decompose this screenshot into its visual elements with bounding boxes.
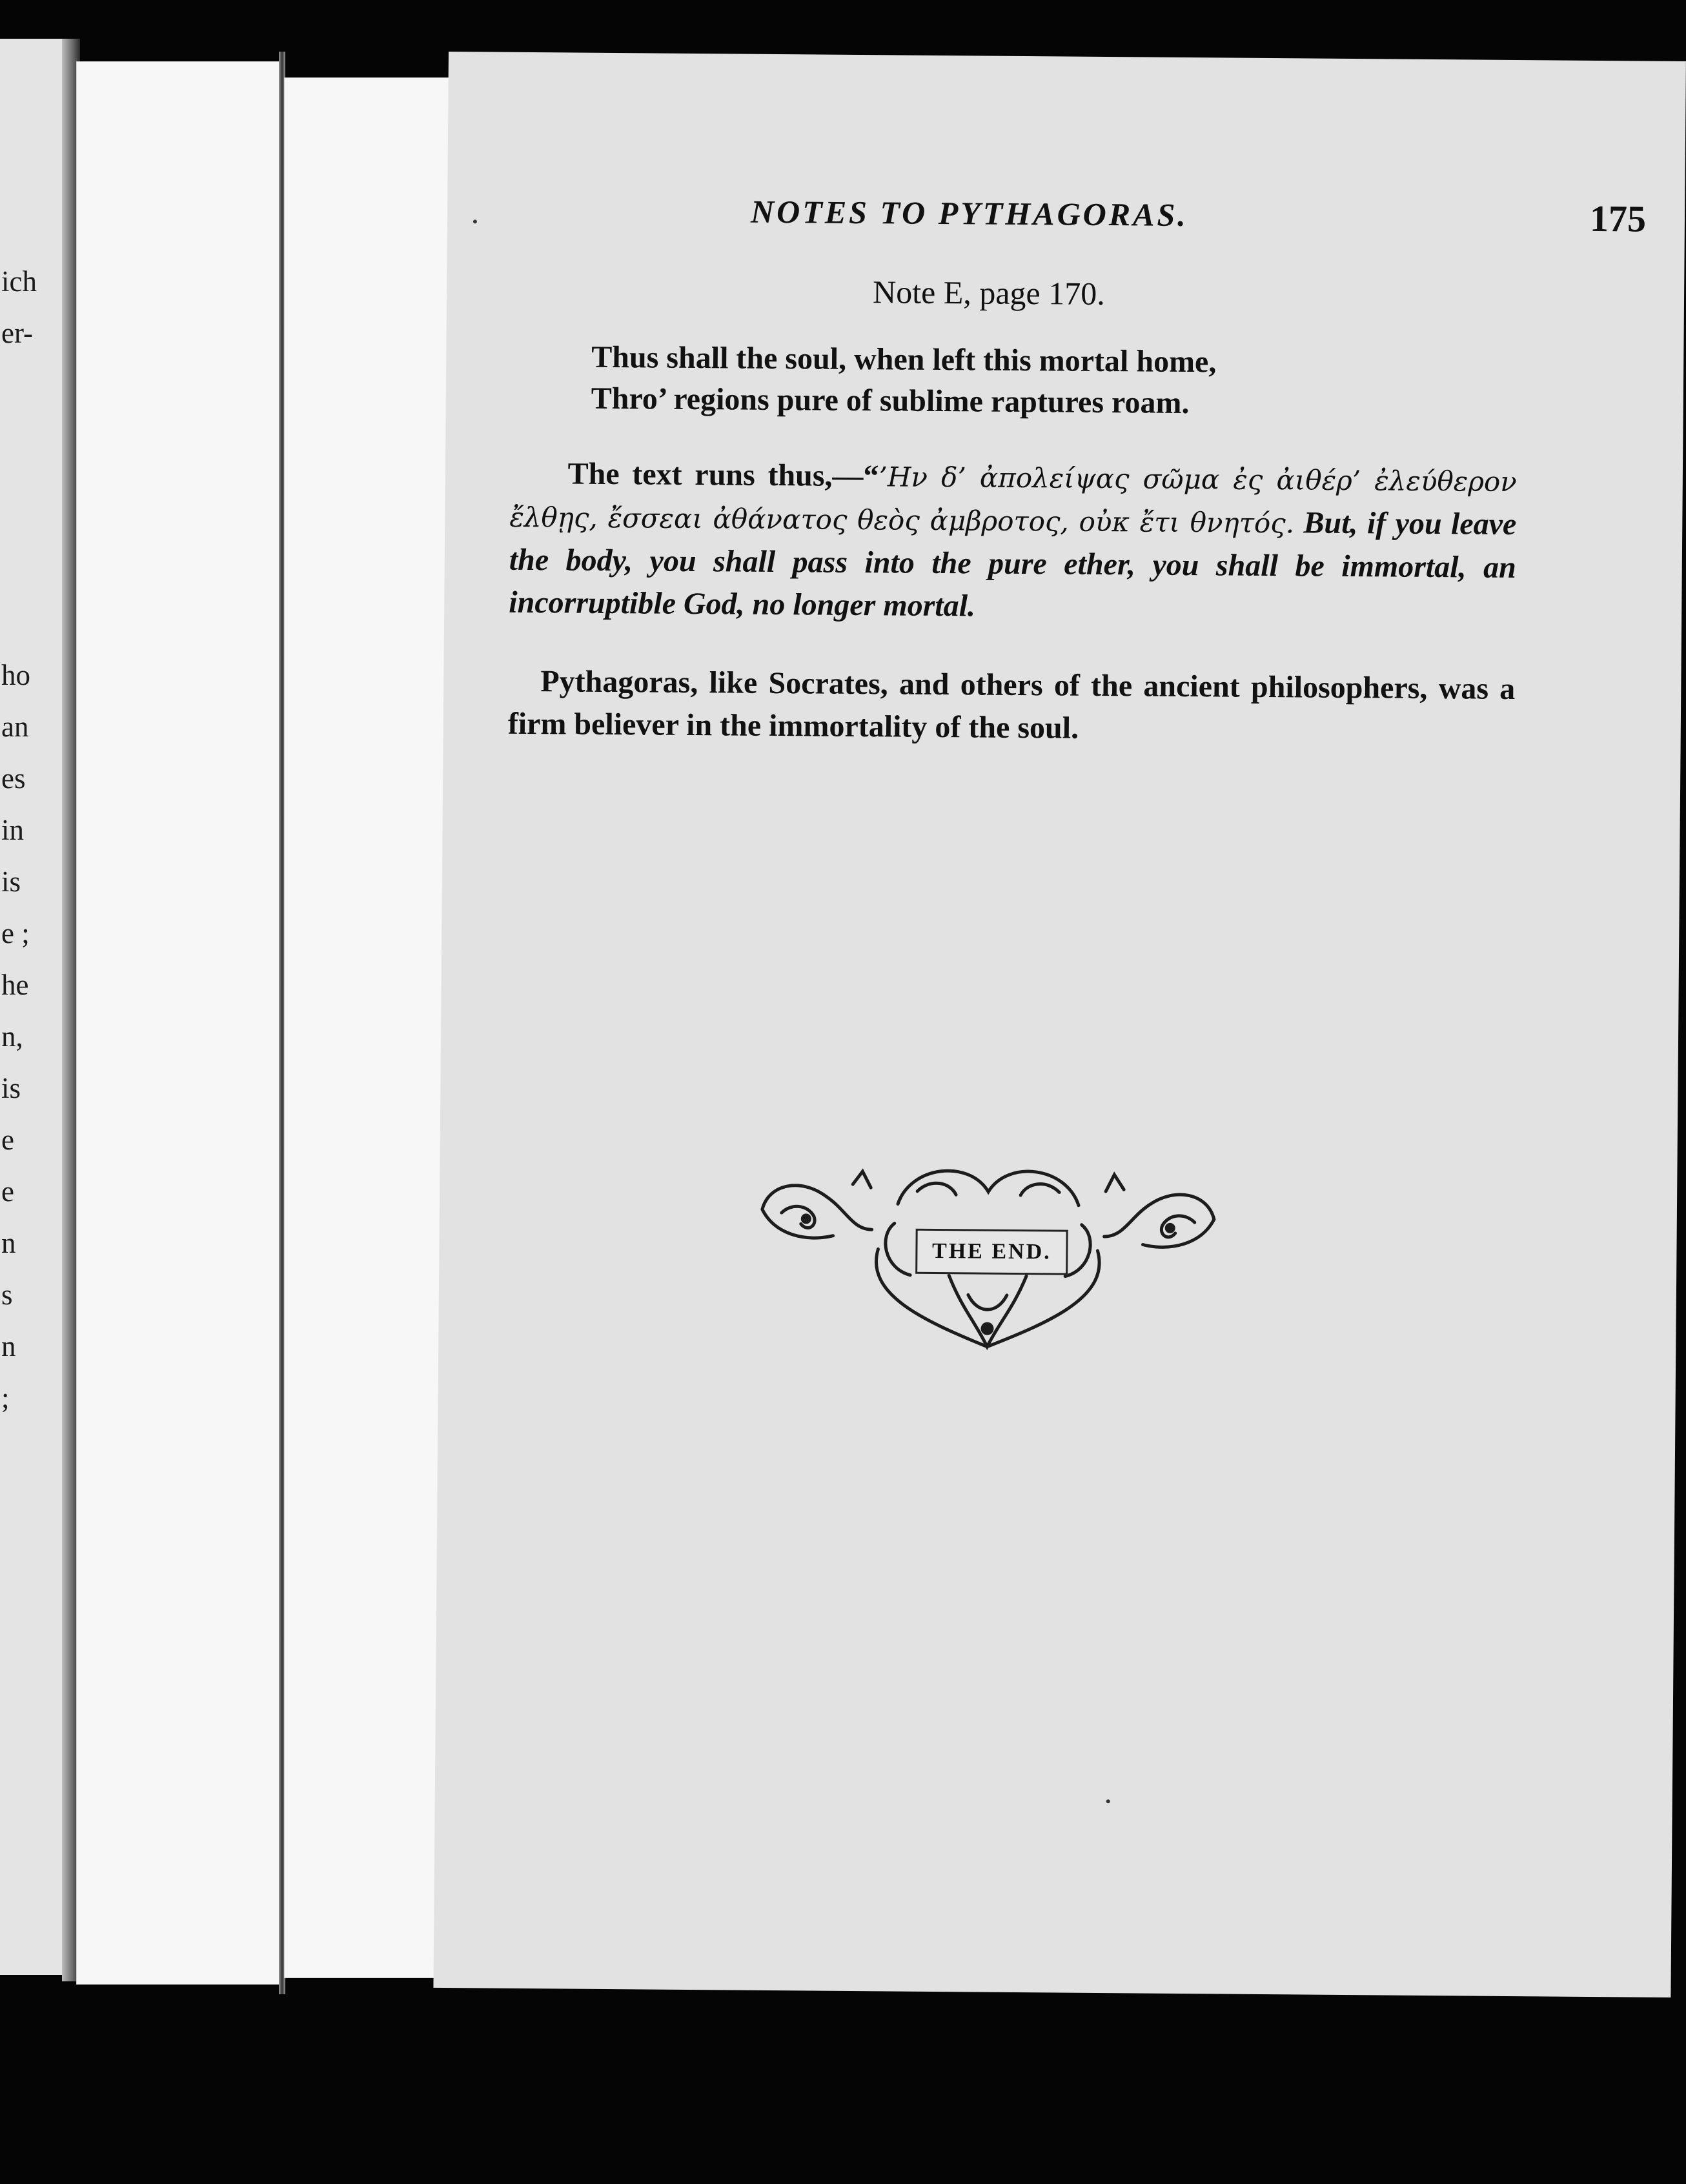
running-head bbox=[473, 190, 1647, 245]
previous-page-fragment: an bbox=[1, 711, 29, 743]
verse-line: Thro’ regions pure of sublime raptures roam. bbox=[591, 381, 1190, 421]
previous-page-fragment: he bbox=[1, 969, 29, 1001]
previous-page-fragment: ich bbox=[1, 265, 37, 298]
previous-page-fragment: is bbox=[1, 865, 21, 898]
previous-page-fragment: n, bbox=[1, 1020, 23, 1053]
verse-line: Thus shall the soul, when left this mortal home, bbox=[591, 339, 1217, 379]
running-title: NOTES TO PYTHAGORAS. bbox=[750, 193, 1189, 234]
note-heading: Note E, page 170. bbox=[872, 274, 1105, 312]
paragraph-pythagoras-belief: Pythagoras, like Socrates, and others of the ancient philosophers, was a firm believer in the immortality of the soul. bbox=[507, 664, 1516, 745]
previous-page-fragment: es bbox=[1, 762, 26, 794]
page-text-block bbox=[459, 52, 1647, 1997]
paragraph-greek-text bbox=[509, 452, 1517, 632]
previous-page-text-fragments bbox=[0, 39, 70, 1975]
verse-quotation bbox=[591, 337, 1217, 425]
english-translation: But, if you leave the body, you shall pass into the pure ether, you shall be immortal, an incorruptible God, no longer mortal. bbox=[509, 505, 1517, 623]
print-speck bbox=[1106, 1799, 1110, 1803]
previous-page-fragment: in bbox=[1, 814, 25, 846]
previous-page-fragment: n bbox=[1, 1330, 16, 1362]
previous-page-fragment: is bbox=[1, 1072, 21, 1104]
the-end-ornament bbox=[755, 1151, 1221, 1362]
inserted-blank-strip-left bbox=[76, 61, 281, 1985]
greek-quotation: ’Ην δ’ ἀπολείψας σῶμα ἐς ἀιθέρ’ ἐλεύθερον ἔλθῃς, ἔσσεαι ἀθάνατος θεὸς ἀμβροτος, οὐκ ἔτι θνητός. bbox=[509, 461, 1518, 540]
previous-page-fragment: ; bbox=[1, 1382, 10, 1414]
paragraph-lead: The text runs thus,—“ bbox=[567, 456, 879, 494]
previous-page-fragment: e bbox=[1, 1124, 14, 1156]
previous-page-fragment: n bbox=[1, 1227, 16, 1259]
previous-page-fragment: s bbox=[1, 1279, 13, 1311]
page-number: 175 bbox=[1589, 197, 1647, 240]
book-page-175 bbox=[433, 52, 1686, 1997]
previous-page-edge bbox=[0, 39, 70, 1975]
print-speck bbox=[473, 219, 477, 223]
the-end-label: THE END. bbox=[915, 1229, 1068, 1275]
previous-page-fragment: ho bbox=[1, 659, 30, 691]
previous-page-fragment: e ; bbox=[1, 917, 30, 949]
previous-page-fragment: er- bbox=[1, 317, 34, 349]
previous-page-fragment: e bbox=[1, 1175, 14, 1208]
